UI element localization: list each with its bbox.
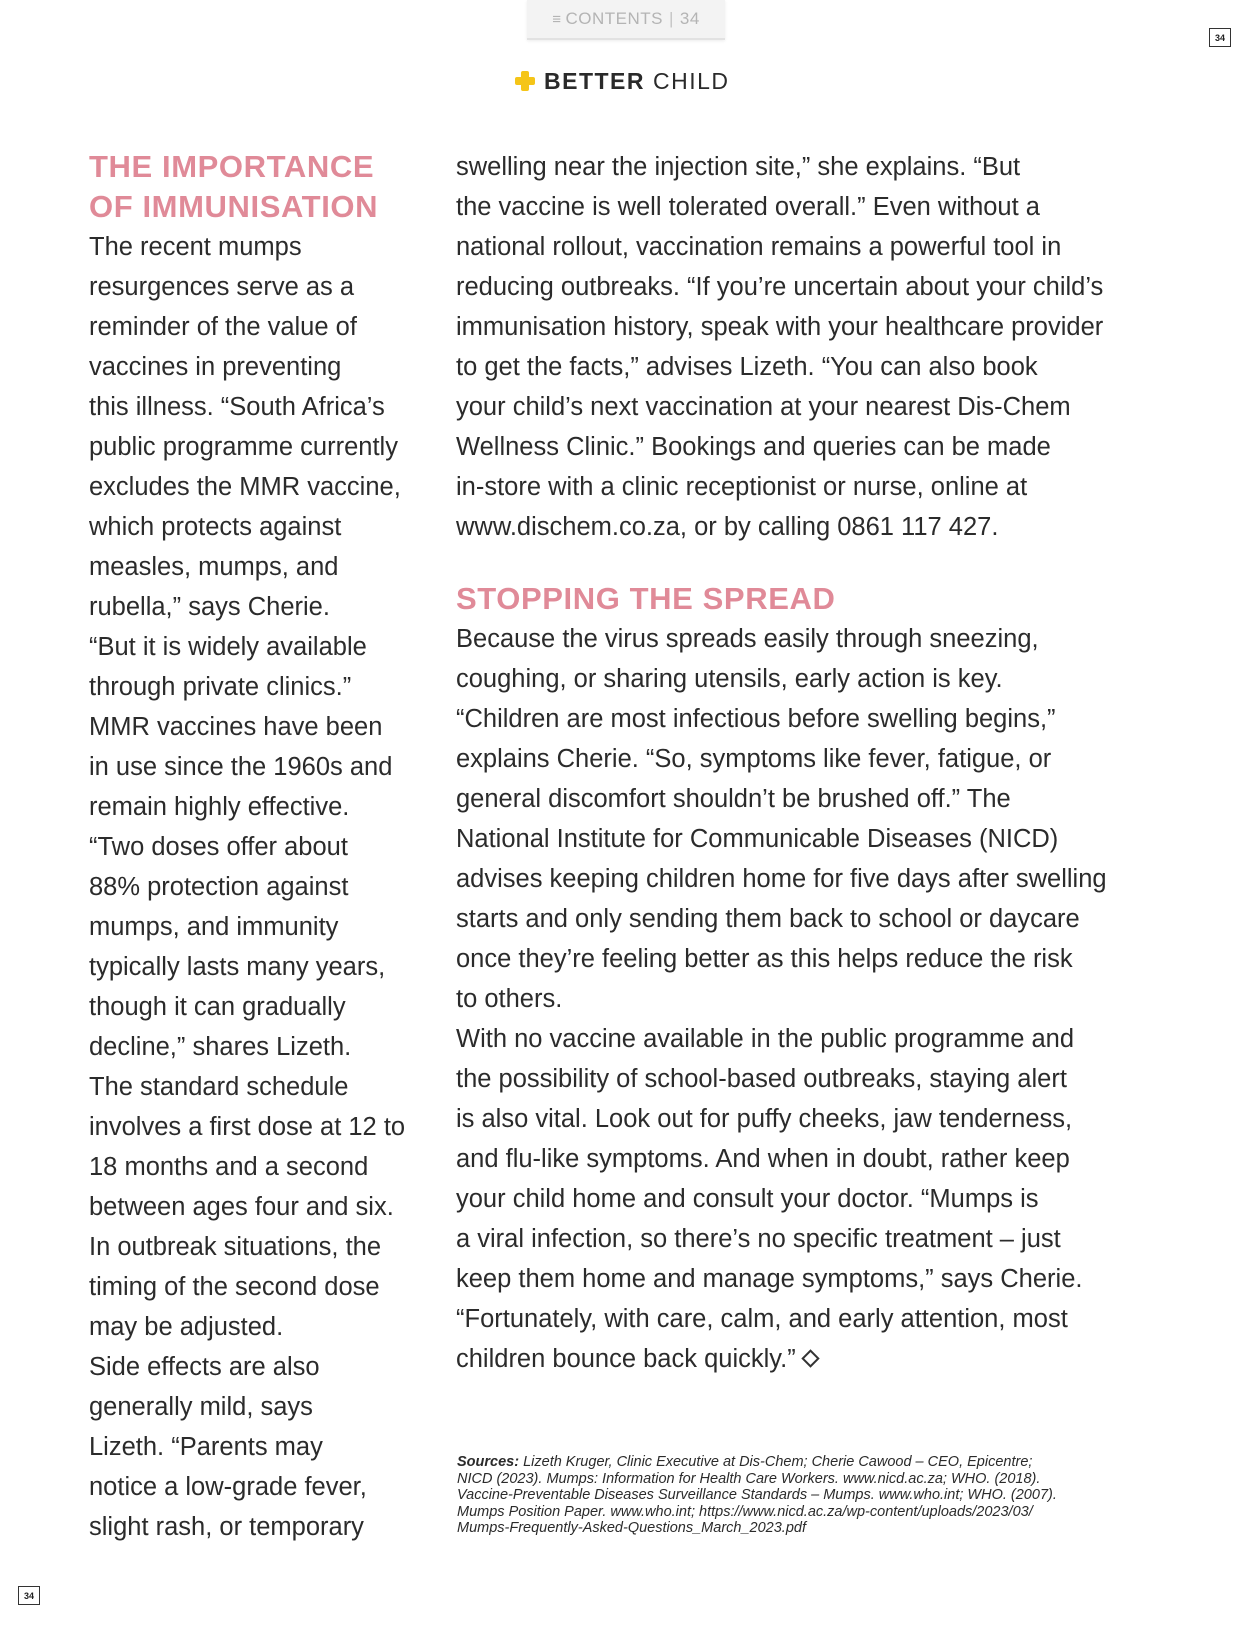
body-text-line: Side effects are also [89, 1353, 320, 1381]
body-text-line: once they’re feeling better as this helps reduce the risk [456, 945, 1073, 973]
body-text-line: though it can gradually [89, 993, 346, 1021]
sources-text-line: Vaccine-Preventable Diseases Surveillance Standards – Mumps. www.who.int; WHO. (2007). [457, 1487, 1057, 1503]
body-text-line: rubella,” says Cherie. [89, 593, 330, 621]
page-number-text: 34 [23, 1590, 34, 1601]
body-text-line: With no vaccine available in the public programme and [456, 1025, 1075, 1053]
body-text-line: public programme currently [89, 433, 398, 461]
body-text-line: timing of the second dose [89, 1273, 380, 1301]
body-text-line: through private clinics.” [89, 673, 352, 701]
body-text-line: which protects against [89, 513, 342, 541]
sources-lines [457, 1471, 1177, 1537]
sources-text-line: Mumps Position Paper. www.who.int; https://www.nicd.ac.za/wp-content/uploads/2023/03/ [457, 1503, 1033, 1520]
body-text-line: may be adjusted. [89, 1313, 284, 1341]
body-text-line: reducing outbreaks. “If you’re uncertain about your child’s [456, 273, 1104, 301]
body-text-line: slight rash, or temporary [89, 1513, 364, 1541]
body-text-line: decline,” shares Lizeth. [89, 1033, 352, 1061]
body-text-line: “But it is widely available [89, 633, 367, 661]
left-column-body [89, 227, 434, 1547]
right-column-body-a [456, 147, 1176, 547]
contents-label: CONTENTS [565, 9, 663, 28]
body-text-line: excludes the MMR vaccine, [89, 473, 401, 501]
body-text-line: coughing, or sharing utensils, early action is key. [456, 665, 1003, 693]
body-text-line: “Fortunately, with care, calm, and early attention, most [456, 1305, 1068, 1333]
body-text-line: swelling near the injection site,” she explains. “But [456, 153, 1021, 181]
body-text-line: The standard schedule [89, 1073, 349, 1101]
section-tag-bold: BETTER [544, 67, 645, 94]
page-number-box-bottom[interactable] [18, 1586, 40, 1605]
page-number-box-top[interactable] [1209, 28, 1231, 47]
body-text-line: In outbreak situations, the [89, 1233, 382, 1261]
sources-text-line: NICD (2023). Mumps: Information for Health Care Workers. www.nicd.ac.za; WHO. (2018). [457, 1470, 1041, 1487]
body-text-line: a viral infection, so there’s no specific treatment – just [456, 1225, 1061, 1253]
right-column [456, 147, 1176, 1379]
body-text-line: involves a first dose at 12 to [89, 1113, 406, 1141]
body-text-line: notice a low-grade fever, [89, 1473, 367, 1501]
heading-importance-line-2: OF IMMUNISATION [89, 189, 379, 224]
body-text-line: in use since the 1960s and [89, 753, 393, 781]
plus-cross-icon [515, 71, 535, 91]
sources-text-line: Mumps-Frequently-Asked-Questions_March_2023.pdf [457, 1520, 806, 1536]
divider: | [668, 9, 674, 28]
body-text-line: children bounce back quickly.” [456, 1339, 1176, 1379]
body-text-line: this illness. “South Africa’s [89, 393, 385, 421]
body-text-line: to others. [456, 985, 563, 1013]
body-text-line: the vaccine is well tolerated overall.” Even without a [456, 193, 1040, 221]
section-tag [515, 66, 730, 96]
body-text-line: starts and only sending them back to school or daycare [456, 905, 1080, 933]
body-text-line: to get the facts,” advises Lizeth. “You can also book [456, 353, 1038, 381]
body-text-line: keep them home and manage symptoms,” says Cherie. [456, 1265, 1083, 1293]
body-text-line: immunisation history, speak with your healthcare provider [456, 313, 1104, 341]
sources-note [457, 1454, 1177, 1537]
body-text-line: www.dischem.co.za, or by calling 0861 117 427. [456, 513, 999, 541]
contents-page-number: 34 [679, 9, 700, 28]
sources-label: Sources: [457, 1454, 520, 1470]
body-text-line: your child’s next vaccination at your nearest Dis-Chem [456, 393, 1071, 421]
body-text-line: typically lasts many years, [89, 953, 386, 981]
body-text-line: and flu-like symptoms. And when in doubt, rather keep [456, 1145, 1070, 1173]
section-tag-light: CHILD [653, 67, 730, 94]
diamond-end-mark-icon [801, 1349, 819, 1367]
left-column [89, 147, 434, 1547]
sources-first-line: Lizeth Kruger, Clinic Executive at Dis-Chem; Cherie Cawood – CEO, Epicentre; [519, 1454, 1033, 1470]
body-text-line: generally mild, says [89, 1393, 313, 1421]
body-text-line: resurgences serve as a [89, 273, 355, 301]
body-text-line: remain highly effective. [89, 793, 350, 821]
body-text-line: MMR vaccines have been [89, 713, 383, 741]
body-text-line: is also vital. Look out for puffy cheeks, jaw tenderness, [456, 1105, 1073, 1133]
body-text-line: explains Cherie. “So, symptoms like fever, fatigue, or [456, 745, 1052, 773]
body-text-line: mumps, and immunity [89, 913, 339, 941]
body-text-line: national rollout, vaccination remains a powerful tool in [456, 233, 1062, 261]
contents-tab[interactable] [527, 0, 725, 40]
body-text-line: 18 months and a second [89, 1153, 369, 1181]
body-text-line: Because the virus spreads easily through sneezing, [456, 625, 1039, 653]
body-text-line: Wellness Clinic.” Bookings and queries can be made [456, 433, 1051, 461]
body-text-line: advises keeping children home for five days after swelling [456, 865, 1107, 893]
body-text-line: “Children are most infectious before swelling begins,” [456, 705, 1056, 733]
page-number-text: 34 [1214, 32, 1225, 43]
sources-line [457, 1454, 1177, 1471]
body-text-line: The recent mumps [89, 233, 302, 261]
body-text-line: Lizeth. “Parents may [89, 1433, 323, 1461]
body-text-line: general discomfort shouldn’t be brushed off.” The [456, 785, 1011, 813]
heading-stopping-spread: STOPPING THE SPREAD [456, 581, 836, 616]
body-text-line: in-store with a clinic receptionist or nurse, online at [456, 473, 1028, 501]
body-text-line: the possibility of school-based outbreaks, staying alert [456, 1065, 1067, 1093]
body-text-line: your child home and consult your doctor. “Mumps is [456, 1185, 1039, 1213]
body-text-line: 88% protection against [89, 873, 349, 901]
body-text-line: measles, mumps, and [89, 553, 339, 581]
body-text-line: “Two doses offer about [89, 833, 348, 861]
body-text-line: between ages four and six. [89, 1193, 394, 1221]
body-text-line: National Institute for Communicable Diseases (NICD) [456, 825, 1059, 853]
right-column-body-b [456, 619, 1176, 1379]
section-gap [456, 547, 1176, 579]
body-text-line: vaccines in preventing [89, 353, 342, 381]
body-text-line: reminder of the value of [89, 313, 357, 341]
menu-lines-icon: ≡ [552, 10, 562, 28]
heading-importance-line-1: THE IMPORTANCE [89, 149, 375, 184]
